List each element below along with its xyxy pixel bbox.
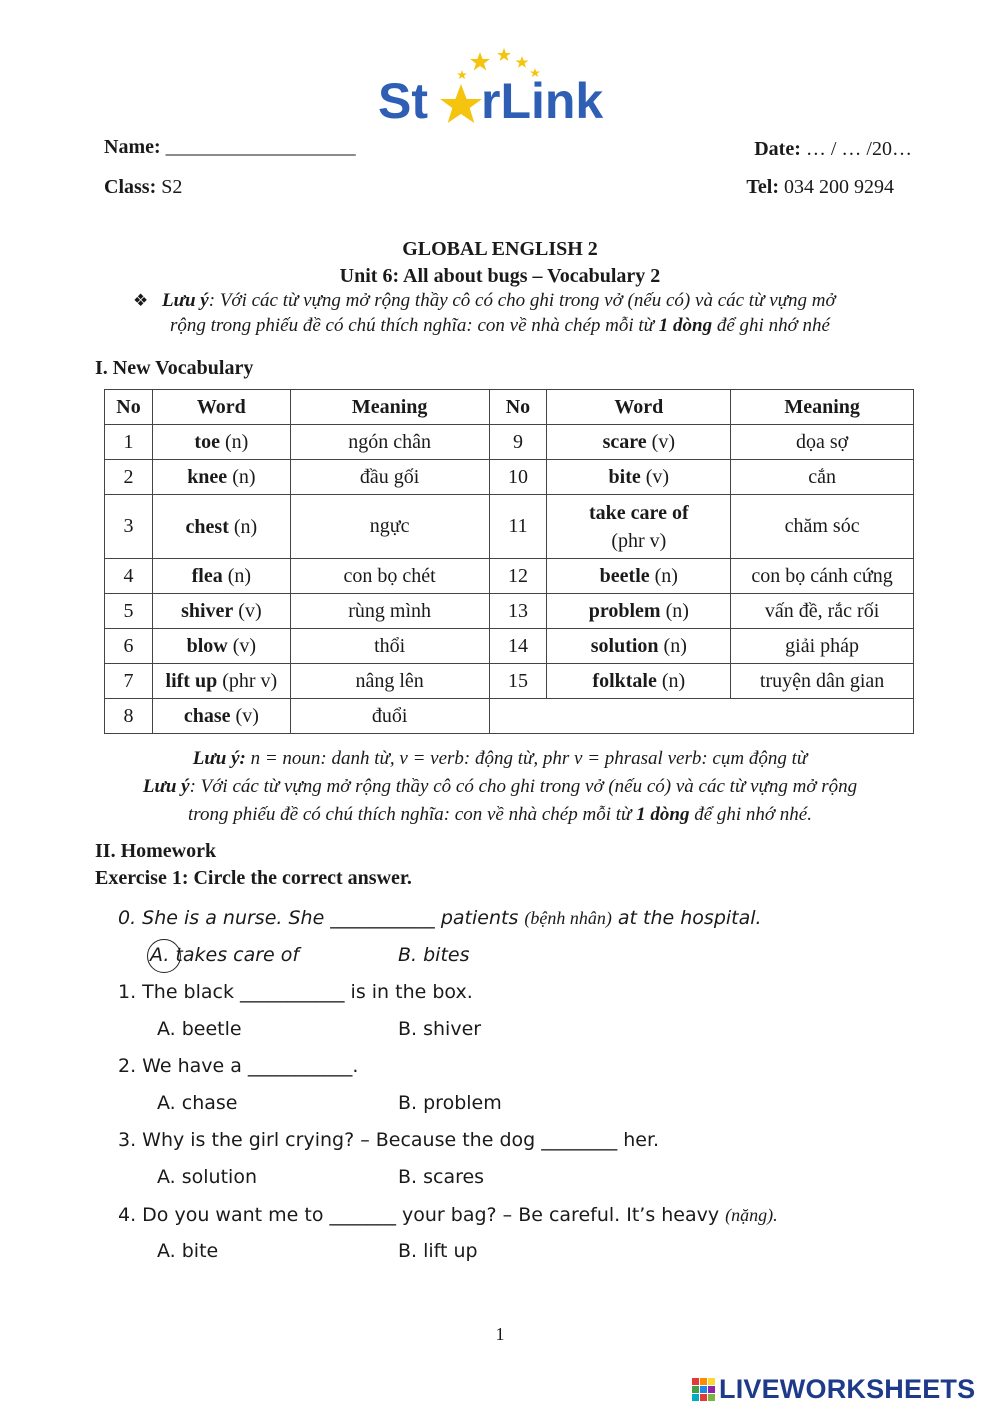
cell-meaning: đuổi bbox=[290, 699, 489, 734]
question-0-text: 0. She is a nurse. She ___________ patients bbox=[118, 907, 525, 929]
cell-word bbox=[547, 594, 731, 629]
cell-no: 10 bbox=[489, 460, 547, 495]
note-text-3: trong phiếu đề có chú thích nghĩa: con về nhà chép mỗi từ bbox=[187, 804, 637, 825]
note-text-2: : Với các từ vựng mở rộng thầy cô có cho ghi trong vở (nếu có) và các từ vựng mở rộng bbox=[189, 776, 858, 797]
cell-word bbox=[547, 559, 731, 594]
word: take care of bbox=[589, 501, 689, 524]
date-field bbox=[754, 138, 912, 161]
table-header-row bbox=[105, 390, 914, 425]
cell-no: 11 bbox=[489, 495, 547, 559]
page-title bbox=[0, 236, 1000, 290]
question-0-text-end: at the hospital. bbox=[611, 907, 762, 929]
note-top bbox=[130, 288, 920, 338]
note-top-line-2 bbox=[130, 313, 920, 338]
word: chest bbox=[185, 515, 229, 538]
question-3-option-b[interactable]: B. scares bbox=[398, 1166, 485, 1188]
name-label: Name: bbox=[104, 136, 161, 158]
word: scare bbox=[602, 431, 647, 453]
question-2-option-a[interactable]: A. chase bbox=[157, 1092, 238, 1114]
cell-word bbox=[152, 495, 290, 559]
word: knee bbox=[187, 466, 228, 488]
part-of-speech: (n) bbox=[227, 565, 252, 587]
cell-no: 7 bbox=[105, 664, 153, 699]
diamond-bullet-icon: ❖ bbox=[133, 291, 149, 310]
name-field[interactable] bbox=[104, 136, 356, 159]
cell-no: 14 bbox=[489, 629, 547, 664]
note-text-1: n = noun: danh từ, v = verb: động từ, phr v = phrasal verb: cụm động từ bbox=[245, 748, 808, 769]
cell-word bbox=[152, 594, 290, 629]
cell-no: 2 bbox=[105, 460, 153, 495]
question-2-option-b[interactable]: B. problem bbox=[398, 1092, 502, 1114]
note-top-label: Lưu ý bbox=[162, 290, 209, 311]
question-3: 3. Why is the girl crying? – Because the dog ________ her. bbox=[118, 1129, 660, 1151]
name-blank: ___________________ bbox=[165, 136, 356, 158]
col-header-no-2: No bbox=[489, 390, 547, 425]
word: problem bbox=[588, 600, 661, 622]
part-of-speech: (n) bbox=[665, 600, 689, 622]
part-of-speech: (phr v) bbox=[222, 670, 278, 692]
table-row bbox=[105, 699, 914, 734]
cell-meaning: giải pháp bbox=[731, 629, 914, 664]
exercise-1-title: Exercise 1: Circle the correct answer. bbox=[95, 867, 412, 889]
cell-meaning: con bọ chét bbox=[290, 559, 489, 594]
cell-no: 5 bbox=[105, 594, 153, 629]
word: shiver bbox=[181, 600, 234, 622]
cell-meaning: dọa sợ bbox=[731, 425, 914, 460]
question-0-option-a[interactable]: A. takes care of bbox=[150, 944, 300, 966]
cell-word bbox=[547, 425, 731, 460]
note-line-2 bbox=[0, 773, 1000, 801]
part-of-speech: (v) bbox=[645, 466, 670, 488]
date-value: … / … /20… bbox=[805, 138, 912, 160]
cell-meaning: ngực bbox=[290, 495, 489, 559]
note-top-text-3: để ghi nhớ nhé bbox=[712, 315, 830, 336]
word: beetle bbox=[599, 565, 650, 587]
part-of-speech: (phr v) bbox=[611, 529, 667, 552]
table-row bbox=[105, 495, 914, 559]
cell-no: 4 bbox=[105, 559, 153, 594]
cell-no: 6 bbox=[105, 629, 153, 664]
col-header-no: No bbox=[105, 390, 153, 425]
note-bold: 1 dòng bbox=[636, 804, 690, 825]
cell-no: 15 bbox=[489, 664, 547, 699]
cell-word bbox=[152, 629, 290, 664]
cell-word bbox=[152, 699, 290, 734]
title-line-1: GLOBAL ENGLISH 2 bbox=[402, 238, 598, 260]
cell-meaning: vấn đề, rắc rối bbox=[731, 594, 914, 629]
note-abbreviations bbox=[0, 745, 1000, 773]
cell-meaning: đầu gối bbox=[290, 460, 489, 495]
table-row bbox=[105, 559, 914, 594]
question-0-gloss: (bệnh nhân) bbox=[524, 908, 612, 928]
note-top-text-1: : Với các từ vựng mở rộng thầy cô có cho ghi trong vở (nếu có) và các từ vựng mở bbox=[208, 290, 836, 311]
word: toe bbox=[194, 431, 220, 453]
part-of-speech: (n) bbox=[224, 431, 249, 453]
note-top-text-2: rộng trong phiếu đề có chú thích nghĩa: con về nhà chép mỗi từ bbox=[170, 315, 659, 336]
question-0-option-b[interactable]: B. bites bbox=[398, 944, 470, 966]
starlink-logo bbox=[378, 48, 630, 126]
class-value: S2 bbox=[161, 176, 183, 198]
cell-meaning: ngón chân bbox=[290, 425, 489, 460]
part-of-speech: (v) bbox=[238, 600, 262, 622]
question-4-text: 4. Do you want me to _______ your bag? – Be careful. It’s heavy bbox=[118, 1204, 726, 1226]
cell-meaning: nâng lên bbox=[290, 664, 489, 699]
part-of-speech: (n) bbox=[654, 565, 678, 587]
cell-no: 12 bbox=[489, 559, 547, 594]
cell-word bbox=[152, 664, 290, 699]
liveworksheets-text: LIVEWORKSHEETS bbox=[719, 1373, 976, 1404]
word: lift up bbox=[165, 670, 218, 692]
tel-field bbox=[746, 176, 894, 199]
note-text-4: để ghi nhớ nhé. bbox=[689, 804, 812, 825]
vocab-table bbox=[104, 389, 914, 734]
table-row bbox=[105, 629, 914, 664]
col-header-word-2: Word bbox=[547, 390, 731, 425]
table-row bbox=[105, 425, 914, 460]
section-homework: II. Homework bbox=[95, 840, 217, 862]
table-row bbox=[105, 664, 914, 699]
cell-word bbox=[547, 495, 731, 559]
question-4 bbox=[118, 1204, 778, 1226]
question-4-option-b[interactable]: B. lift up bbox=[398, 1240, 478, 1262]
cell-meaning: cắn bbox=[731, 460, 914, 495]
word: folktale bbox=[592, 670, 657, 692]
cell-word bbox=[547, 460, 731, 495]
tel-value: 034 200 9294 bbox=[784, 176, 894, 198]
liveworksheets-logo bbox=[692, 1372, 975, 1406]
cell-no: 8 bbox=[105, 699, 153, 734]
col-header-meaning-2: Meaning bbox=[731, 390, 914, 425]
question-2: 2. We have a ___________. bbox=[118, 1055, 359, 1077]
cell-meaning: truyện dân gian bbox=[731, 664, 914, 699]
section-new-vocabulary: I. New Vocabulary bbox=[95, 357, 254, 379]
part-of-speech: (n) bbox=[232, 466, 256, 488]
class-field bbox=[104, 176, 182, 199]
cell-word bbox=[547, 629, 731, 664]
cell-word bbox=[152, 425, 290, 460]
liveworksheets-grid-icon bbox=[692, 1378, 715, 1401]
logo-star-a bbox=[440, 84, 482, 123]
question-0 bbox=[118, 907, 762, 929]
part-of-speech: (v) bbox=[651, 431, 675, 453]
note-label-2: Lưu ý bbox=[142, 776, 190, 797]
word: flea bbox=[191, 565, 223, 587]
word: blow bbox=[186, 635, 228, 657]
word: solution bbox=[590, 635, 659, 657]
word: chase bbox=[183, 705, 231, 727]
question-4-gloss: (nặng). bbox=[725, 1205, 778, 1225]
question-4-option-a[interactable]: A. bite bbox=[157, 1240, 219, 1262]
cell-word bbox=[152, 559, 290, 594]
cell-no: 3 bbox=[105, 495, 153, 559]
cell-meaning: rùng mình bbox=[290, 594, 489, 629]
word: bite bbox=[608, 466, 641, 488]
part-of-speech: (v) bbox=[235, 705, 259, 727]
note-top-line-1 bbox=[130, 288, 920, 313]
page-number: 1 bbox=[495, 1324, 505, 1344]
question-1-option-b[interactable]: B. shiver bbox=[398, 1018, 482, 1040]
note-line-3 bbox=[0, 801, 1000, 829]
class-label: Class: bbox=[104, 176, 157, 198]
cell-meaning: chăm sóc bbox=[731, 495, 914, 559]
part-of-speech: (v) bbox=[232, 635, 257, 657]
cell-meaning: thổi bbox=[290, 629, 489, 664]
logo-text-st: St bbox=[378, 73, 428, 126]
part-of-speech: (n) bbox=[661, 670, 686, 692]
note-label-1: Lưu ý: bbox=[192, 748, 246, 769]
date-label: Date: bbox=[754, 138, 801, 160]
part-of-speech: (n) bbox=[663, 635, 687, 657]
logo-text-rlink: rLink bbox=[481, 73, 604, 126]
tel-label: Tel: bbox=[746, 176, 779, 198]
cell-word bbox=[547, 664, 731, 699]
question-1-option-a[interactable]: A. beetle bbox=[157, 1018, 242, 1040]
cell-no: 9 bbox=[489, 425, 547, 460]
cell-word bbox=[152, 460, 290, 495]
part-of-speech: (n) bbox=[233, 515, 258, 538]
col-header-word: Word bbox=[152, 390, 290, 425]
cell-no: 13 bbox=[489, 594, 547, 629]
note-top-bold: 1 dòng bbox=[658, 315, 713, 336]
table-row bbox=[105, 460, 914, 495]
question-3-option-a[interactable]: A. solution bbox=[157, 1166, 257, 1188]
cell-meaning: con bọ cánh cứng bbox=[731, 559, 914, 594]
table-row bbox=[105, 594, 914, 629]
title-line-2: Unit 6: All about bugs – Vocabulary 2 bbox=[339, 265, 661, 287]
col-header-meaning: Meaning bbox=[290, 390, 489, 425]
notes-bottom bbox=[0, 745, 1000, 829]
cell-no: 1 bbox=[105, 425, 153, 460]
question-1: 1. The black ___________ is in the box. bbox=[118, 981, 473, 1003]
cell-empty bbox=[489, 699, 914, 734]
